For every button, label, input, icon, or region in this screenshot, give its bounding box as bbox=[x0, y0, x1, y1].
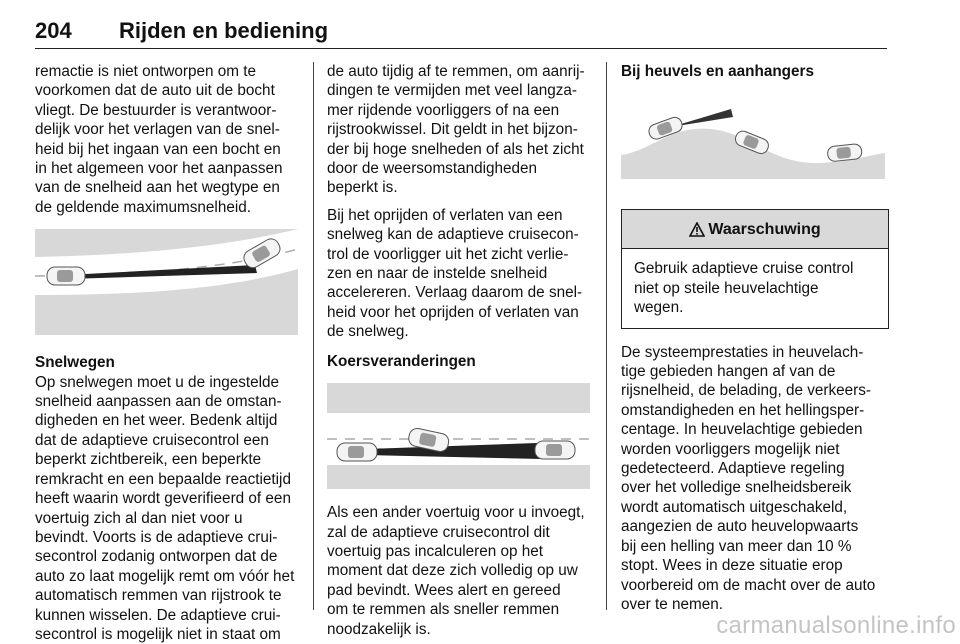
page-header bbox=[35, 10, 887, 49]
hills-paragraph: De systeemprestaties in heuvelach- tige gebieden hangen af van de rijsnelheid, de belading, de verkeers- omstandigheden en het hellingsper- centage. In heuvelachtige gebieden worden voorliggers mogelijk niet gedetecteerd. Adaptieve regeling over het volledige snelheidsbereik wordt automatisch uitgeschakeld, aangezien de auto heuvelopwaarts bij een helling van meer dan 10 % stopt. Wees in deze situatie erop voorbereid om de macht over de auto over te nemen. bbox=[621, 343, 876, 613]
hill-illustration bbox=[621, 91, 885, 179]
snelwegen-paragraph: Op snelwegen moet u de ingestelde snelheid aanpassen aan de omstan- digheden en het weer. Bedenk altijd dat de adaptieve cruisecontrol een beperkt zichtbereik, een beperkte remkracht en een bepaalde reactietijd heeft waarin wordt geverifieerd of een voertuig zich al dan niet voor u bevindt. Voorts is de adaptieve crui- secontrol zodanig ontworpen dat de auto zo laat mogelijk remt om vóór het automatisch remmen van rijstrook te kunnen wisselen. De adaptieve crui- secontrol is mogelijk niet in staat om bbox=[35, 373, 295, 643]
column-divider-1 bbox=[313, 62, 314, 610]
warning-triangle-icon bbox=[689, 222, 705, 237]
intro-paragraph: remactie is niet ontworpen om te voorkomen dat de auto uit de bocht vliegt. De bestuurder is verantwoor- delijk voor het verlagen van de snel- heid bij het ingaan van een bocht en in het algemeen voor het aanpassen van de snelheid aan het wegtype en de geldende maximumsnelheid. bbox=[35, 63, 283, 216]
column-2 bbox=[327, 62, 592, 639]
warning-box bbox=[621, 209, 889, 328]
watermark: carmanualsonline.info bbox=[716, 612, 956, 639]
paragraph-lane-change: Als een ander voertuig voor u invoegt, zal de adaptieve cruisecontrol dit voertuig pas incalculeren op het moment dat deze zich volledig op uw pad bevindt. Wees alert en gereed om te remmen als sneller remmen noodzakelijk is. bbox=[327, 504, 585, 638]
section-heading-snelwegen: Snelwegen bbox=[35, 354, 115, 372]
page-number: 204 bbox=[35, 18, 72, 43]
warning-header bbox=[622, 210, 888, 249]
curve-road-illustration bbox=[35, 229, 298, 335]
lane-change-illustration bbox=[327, 383, 590, 489]
running-title: Rijden en bediening bbox=[119, 18, 329, 43]
section-heading-koersveranderingen: Koersveranderingen bbox=[327, 352, 476, 370]
section-heading-hills: Bij heuvels en aanhangers bbox=[621, 63, 814, 80]
paragraph-braking: de auto tijdig af te remmen, om aanrij- dingen te vermijden met veel langza- mer rijdende voorliggers of na een rijstrookwissel. Dit geldt in het bijzon- der bij hoge snelheden of als het zicht door de weersomstandigheden beperkt is. bbox=[327, 63, 585, 197]
column-3 bbox=[621, 62, 889, 614]
warning-title: Waarschuwing bbox=[708, 220, 821, 238]
paragraph-motorway-ramps: Bij het oprijden of verlaten van een snelweg kan de adaptieve cruisecon- trol de voorligger uit het zicht verlie- zen en naar de instelde snelheid accelereren. Verlaag daarom de snel- heid voor het oprijden of verlaten van de snelweg. bbox=[327, 206, 583, 341]
column-1 bbox=[35, 62, 300, 644]
column-divider-2 bbox=[606, 62, 607, 610]
warning-body: Gebruik adaptieve cruise control niet op steile heuvelachtige wegen. bbox=[634, 260, 854, 317]
